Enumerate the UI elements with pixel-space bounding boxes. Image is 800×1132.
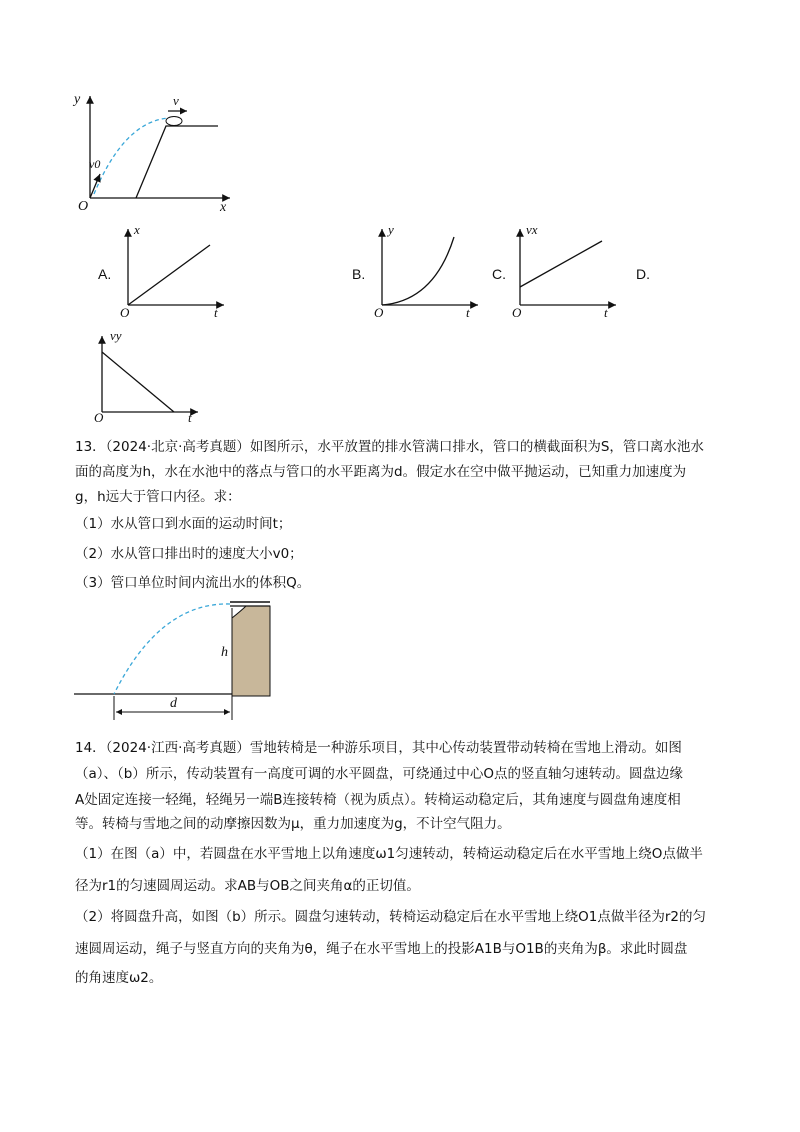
option-a-origin: O [120, 305, 130, 320]
q14-sub-2b: 速圆周运动，绳子与竖直方向的夹角为θ，绳子在水平雪地上的投影A1B与O1B的夹角为β。求此时圆盘 [75, 941, 688, 957]
option-a-letter[interactable]: A. [98, 266, 112, 282]
q14-sub-2c: 的角速度ω2。 [75, 970, 163, 986]
q13-line-3: g，h远大于管口内径。求： [75, 489, 241, 505]
q13-drainpipe-figure [70, 598, 290, 723]
q14-line-3: A处固定连接一轻绳，轻绳另一端B连接转椅（视为质点）。转椅运动稳定后，其角速度与圆盘角速度相 [75, 792, 681, 808]
q14-sub-1a: （1）在图（a）中，若圆盘在水平雪地上以角速度ω1匀速转动，转椅运动稳定后在水平雪地上绕O点做半 [75, 846, 703, 862]
q13-sub-2: （2）水从管口排出时的速度大小v0； [75, 546, 303, 562]
q13-fig-d-label: d [170, 696, 177, 711]
projectile-figure [70, 90, 240, 220]
option-b-axis-y: y [388, 222, 394, 237]
q14-line-4: 等。转椅与雪地之间的动摩擦因数为μ，重力加速度为g，不计空气阻力。 [75, 816, 511, 832]
option-d-letter[interactable]: D. [636, 266, 650, 282]
option-c-graph [512, 225, 622, 315]
option-a-axis-y: x [134, 222, 140, 237]
q14-line-1: 14．（2024·江西·高考真题）雪地转椅是一种游乐项目，其中心传动装置带动转椅在雪地上滑动。如图 [75, 740, 682, 756]
water-trajectory [114, 604, 230, 694]
v-label: v [173, 93, 179, 108]
option-d-axis-x: t [188, 410, 192, 425]
y-axis-label: y [74, 92, 81, 107]
q13-line-2: 面的高度为h，水在水池中的落点与管口的水平距离为d。假定水在空中做平抛运动，已知重力加速度为 [75, 464, 687, 480]
option-d-line [102, 352, 174, 412]
q13-line-1: 13．（2024·北京·高考真题）如图所示，水平放置的排水管满口排水，管口的横截面积为S，管口离水池水 [75, 439, 704, 455]
option-b-letter[interactable]: B. [352, 266, 366, 282]
trajectory-curve [94, 118, 170, 194]
option-d-graph [94, 332, 204, 422]
option-c-origin: O [512, 305, 522, 320]
option-c-axis-x: t [604, 305, 608, 320]
v0-label: v0 [89, 157, 101, 171]
platform-outline [136, 126, 218, 198]
q13-sub-3: （3）管口单位时间内流出水的体积Q。 [75, 575, 311, 591]
q13-fig-h-label: h [221, 645, 228, 660]
v0-arrow [90, 174, 100, 198]
option-a-line [128, 245, 210, 305]
origin-label: O [78, 199, 89, 214]
option-b-graph [374, 225, 484, 315]
option-c-line [520, 241, 602, 287]
q13-sub-1: （1）水从管口到水面的运动时间t； [75, 516, 292, 532]
option-b-curve [382, 237, 454, 305]
q14-sub-2a: （2）将圆盘升高，如图（b）所示。圆盘匀速转动，转椅运动稳定后在水平雪地上绕O1点做半径为r2的匀 [75, 909, 707, 925]
q14-sub-1b: 径为r1的匀速圆周运动。求AB与OB之间夹角α的正切值。 [75, 878, 420, 894]
fish-icon [166, 117, 182, 126]
q14-line-2: （a）、（b）所示，传动装置有一高度可调的水平圆盘，可绕通过中心O点的竖直轴匀速转动。圆盘边缘 [75, 766, 683, 782]
option-c-letter[interactable]: C. [492, 266, 506, 282]
cliff [232, 606, 270, 696]
option-b-axis-x: t [466, 305, 470, 320]
option-a-axis-x: t [214, 305, 218, 320]
option-d-axis-y: vy [110, 328, 122, 343]
option-c-axis-y: vx [526, 222, 538, 237]
option-a-graph [120, 225, 230, 315]
option-d-origin: O [94, 410, 104, 425]
option-b-origin: O [374, 305, 384, 320]
x-axis-label: x [220, 200, 227, 215]
